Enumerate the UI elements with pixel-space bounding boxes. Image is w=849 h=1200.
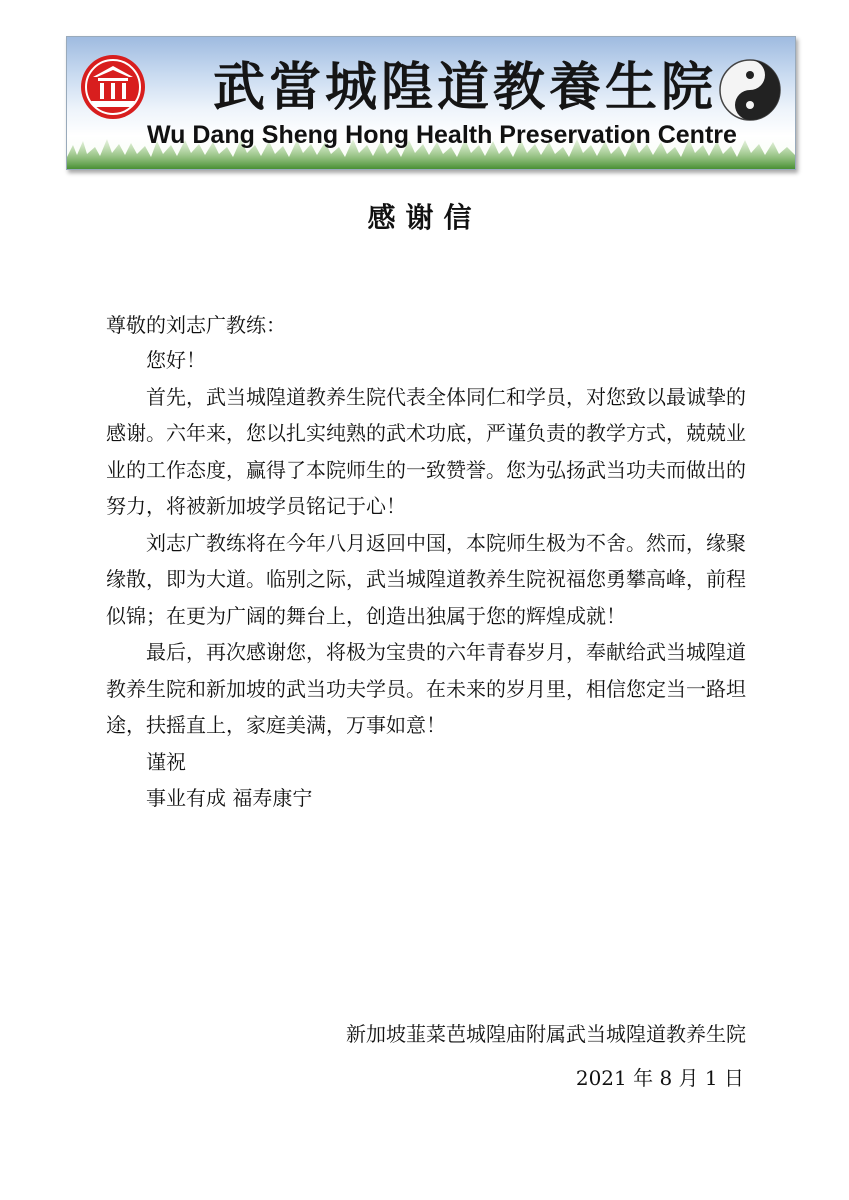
letter-title: 感谢信 — [367, 201, 482, 234]
closing-wish: 事业有成 福寿康宁 — [146, 786, 313, 810]
yin-yang-logo-icon — [715, 55, 785, 125]
closing-phrase: 谨祝 — [146, 749, 186, 774]
salutation: 尊敬的刘志广教练： — [106, 313, 286, 337]
body-paragraph: 刘志广教练将在今年八月返回中国，本院师生极为不舍。然而，缘聚缘散，即为大道。临别之际，武当城隍道教养生院祝福您勇攀高峰，前程似锦；在更为广阔的舞台上，创造出独属于您的辉煌成就！ — [106, 530, 746, 628]
temple-logo-icon — [79, 53, 147, 121]
letter-body — [106, 342, 746, 817]
signature: 新加坡韮菜芭城隍庙附属武当城隍道教养生院 — [346, 1022, 746, 1046]
greeting-paragraph: 您好！ — [146, 348, 206, 372]
body-paragraph: 首先，武当城隍道教养生院代表全体同仁和学员，对您致以最诚挚的感谢。六年来，您以扎实纯熟的武术功底，严谨负责的教学方式，兢兢业业的工作态度，赢得了本院师生的一致赞誉。您为弘扬武当功夫而做出的努力，将被新加坡学员铭记于心！ — [106, 384, 746, 518]
banner-title-en: Wu Dang Sheng Hong Health Preservation Centre — [147, 121, 737, 149]
banner-title-cn: 武當城隍道教養生院 — [212, 57, 717, 118]
body-paragraph: 最后，再次感谢您，将极为宝贵的六年青春岁月，奉献给武当城隍道教养生院和新加坡的武当功夫学员。在未来的岁月里，相信您定当一路坦途，扶摇直上，家庭美满，万事如意！ — [106, 640, 746, 737]
letter-date: 2021 年 8 月 1 日 — [575, 1066, 744, 1090]
header-banner — [66, 36, 796, 170]
